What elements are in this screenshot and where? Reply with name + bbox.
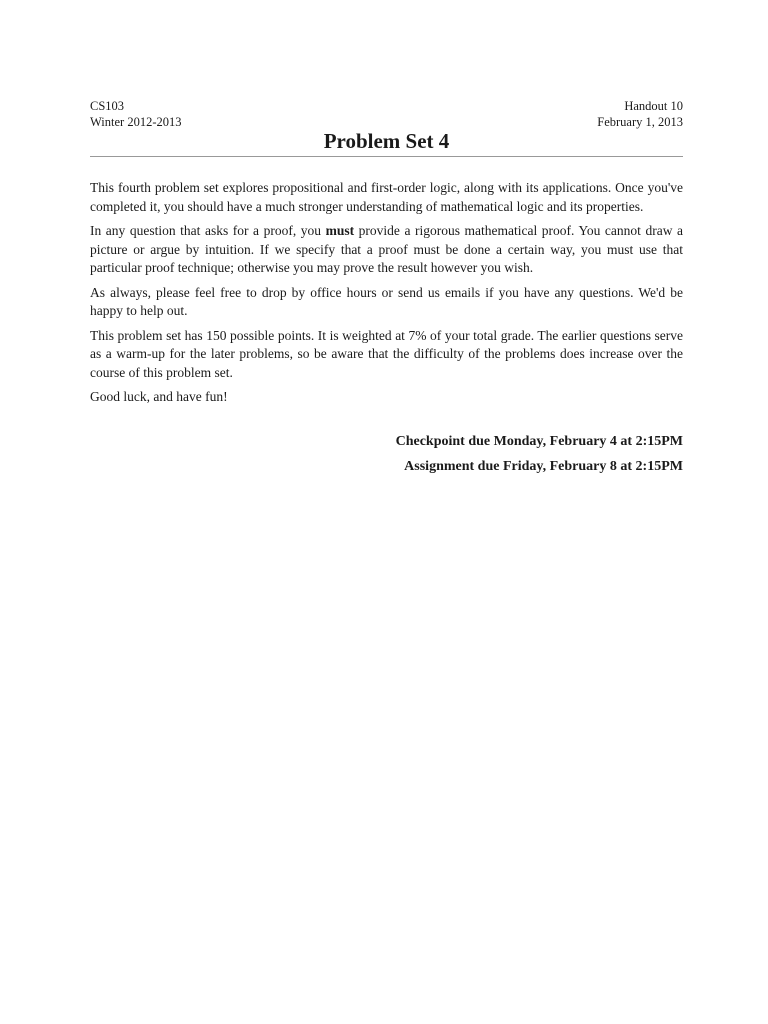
handout-date: February 1, 2013 (597, 115, 683, 129)
page-title: Problem Set 4 (323, 129, 450, 153)
grading-paragraph: This problem set has 150 possible points. It is weighted at 7% of your total grade. The earlier questions serve as a warm-up for the later problems, so be aware that the difficulty of the problems does increase over the course of this problem set. (90, 327, 683, 380)
term: Winter 2012-2013 (90, 115, 182, 129)
proof-text-end: provide a rigorous mathematical proof. You cannot draw a picture or argue by intuition. If we specify that a proof must be done a certain way, you must use that particular proof technique; otherwise you may prove the result however you wish. (90, 223, 684, 275)
assignment-due: Assignment due Friday, February 8 at 2:15PM (404, 458, 683, 474)
header-right (597, 98, 683, 130)
proof-text-start: In any question that asks for a proof, you (90, 223, 326, 238)
due-dates (90, 433, 683, 476)
document-page (90, 98, 683, 483)
course-code: CS103 (90, 99, 125, 113)
handout-number: Handout 10 (624, 99, 683, 113)
emphasis-must: must (325, 223, 355, 238)
office-hours-paragraph: As always, please feel free to drop by office hours or send us emails if you have any questions. We'd be happy to help out. (90, 284, 683, 318)
intro-paragraph: This fourth problem set explores propositional and first-order logic, along with its applications. Once you've completed it, you should have a much stronger understanding of mathematical logic and its properties. (90, 180, 683, 214)
header-left (90, 98, 182, 130)
checkpoint-due: Checkpoint due Monday, February 4 at 2:15PM (395, 433, 683, 449)
closing-paragraph: Good luck, and have fun! (90, 389, 228, 404)
title-divider (90, 156, 683, 157)
document-body (90, 179, 683, 407)
proof-requirements-paragraph (90, 222, 683, 278)
document-header (90, 98, 683, 158)
